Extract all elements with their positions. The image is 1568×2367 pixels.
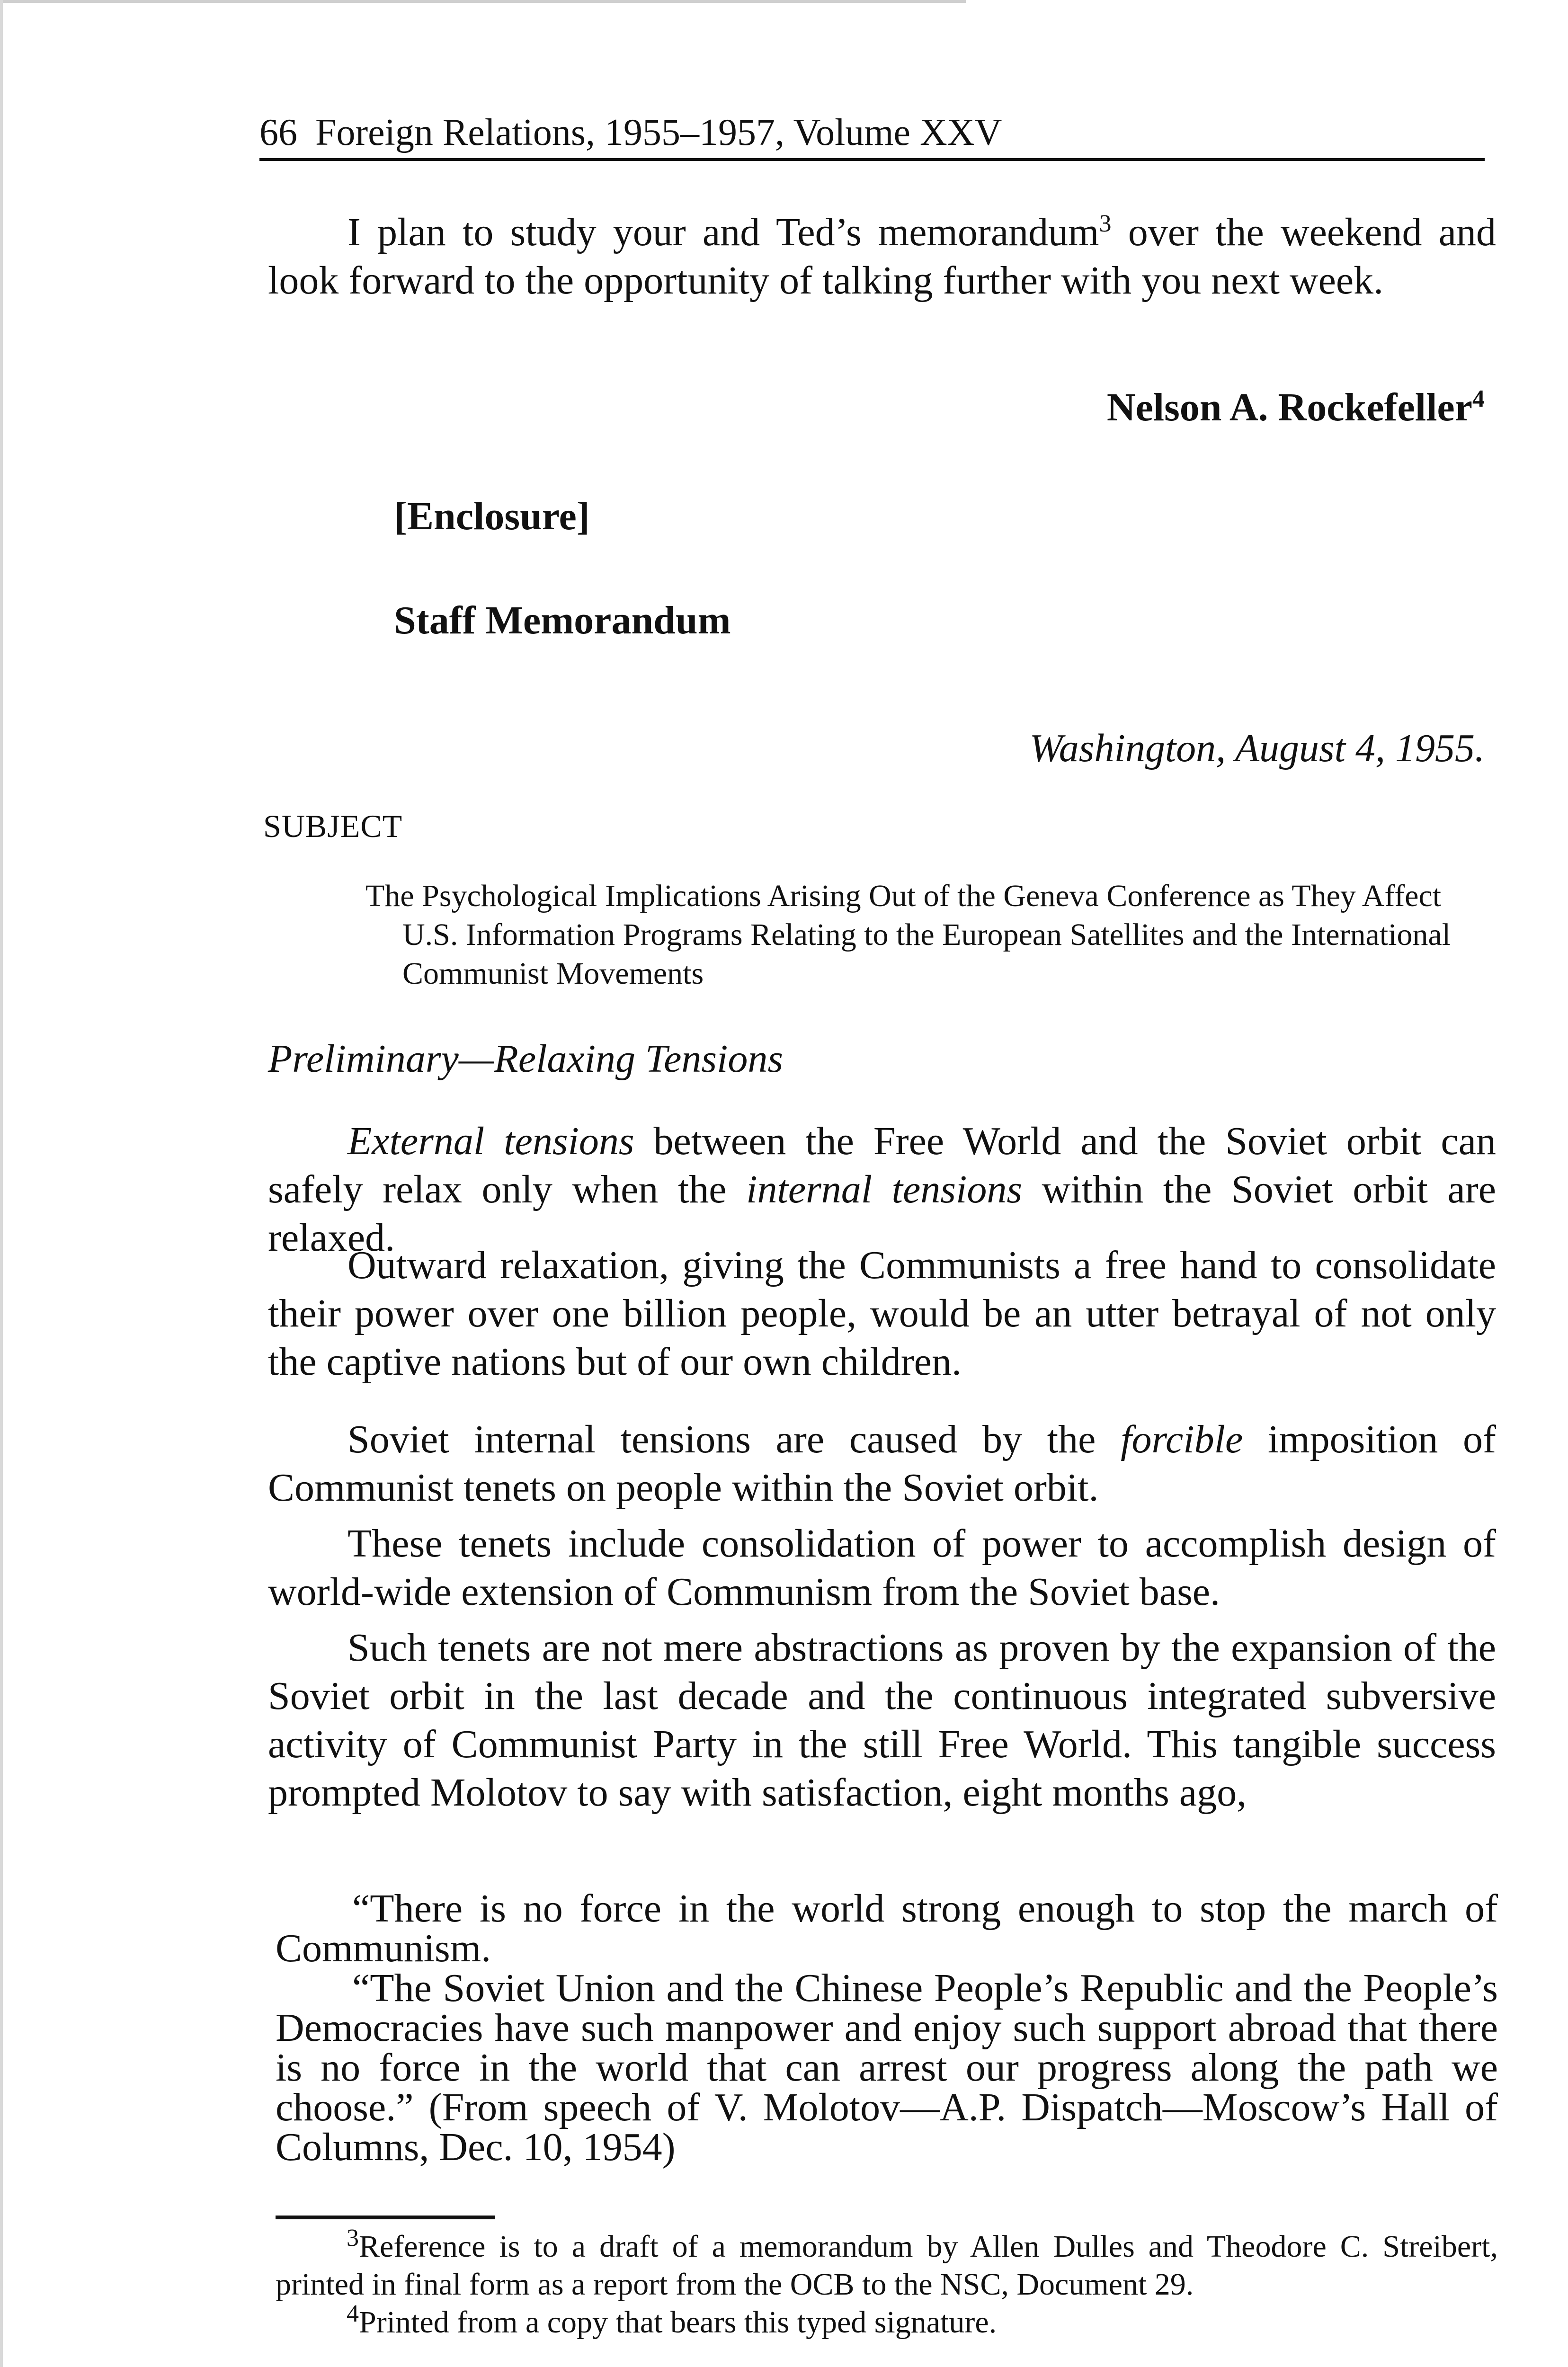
subject-text: The Psychological Implications Arising Out of the Geneva Conference as They Affect U.S. Information Programs Relating to the European Satellites and the International Communist Movements — [365, 879, 1451, 991]
footnote-4-mark: 4 — [347, 2300, 359, 2327]
footnote-3-text: Reference is to a draft of a memorandum by Allen Dulles and Theodore C. Streibert, printed in final form as a report from the OCB to the NSC, Document 29. — [276, 2229, 1498, 2302]
footnote-divider — [276, 2216, 495, 2219]
paragraph-4: These tenets include consolidation of power to accomplish design of world-wide extension of Communism from the Soviet base. — [268, 1522, 1496, 1614]
dateline: Washington, August 4, 1955. — [1029, 726, 1485, 770]
letter-paragraph-rest: over the weekend and look forward to the opportunity of talking further with you next week. — [268, 210, 1496, 303]
letter-paragraph-text: I plan to study your and Ted’s memorandum — [347, 210, 1099, 254]
signature — [1107, 383, 1485, 432]
paragraph-1 — [268, 1117, 1496, 1262]
scan-edge-top — [0, 0, 966, 3]
footnote-3-mark: 3 — [347, 2225, 359, 2251]
paragraph-3 — [268, 1415, 1496, 1512]
quotation-2: “The Soviet Union and the Chinese People’s Republic and the People’s Democracies have such manpower and enjoy such support abroad that there is no force in the world that can arrest our progress along the path we choose.” (From speech of V. Molotov—A.P. Dispatch—Moscow’s Hall of Columns, Dec. 10, 1954) — [276, 1966, 1498, 2169]
footnote-ref-3: 3 — [1099, 210, 1112, 237]
paragraph-3-emphasis: forcible — [1121, 1417, 1243, 1461]
memo-title: Staff Memorandum — [394, 598, 731, 642]
running-header — [259, 107, 1485, 161]
footnote-4-text: Printed from a copy that bears this typed signature. — [359, 2305, 997, 2340]
section-heading: Preliminary—Relaxing Tensions — [268, 1037, 784, 1081]
scan-edge-left — [0, 0, 3, 2367]
running-title: Foreign Relations, 1955–1957, Volume XXV — [315, 112, 1002, 153]
enclosure-label: [Enclosure] — [394, 494, 590, 538]
paragraph-1-text-a: between the Free World and the Soviet orbit can safely relax only when the — [268, 1119, 1496, 1211]
paragraph-3-text-a: Soviet internal tensions are caused by the — [347, 1417, 1121, 1461]
signature-name: Nelson A. Rockefeller — [1106, 385, 1472, 429]
footnote-3 — [276, 2225, 1498, 2304]
quotation-1: “There is no force in the world strong enough to stop the march of Communism. — [276, 1886, 1498, 1970]
footnote-4 — [276, 2300, 1498, 2341]
paragraph-1-emphasis-1: External tensions — [347, 1119, 634, 1163]
letter-paragraph — [268, 208, 1496, 305]
footnote-ref-4: 4 — [1472, 385, 1485, 412]
paragraph-5: Such tenets are not mere abstractions as proven by the expansion of the Soviet orbit in the last decade and the continuous integrated subversive activity of Communist Party in the still Free World. This tangible success prompted Molotov to say with satisfaction, eight months ago, — [268, 1626, 1496, 1815]
paragraph-2: Outward relaxation, giving the Communists a free hand to consolidate their power over one billion people, would be an utter betrayal of not only the captive nations but of our own children. — [268, 1243, 1496, 1384]
subject-label: SUBJECT — [263, 808, 403, 844]
paragraph-1-text-b: within the Soviet orbit are relaxed. — [268, 1167, 1496, 1260]
paragraph-1-emphasis-2: internal tensions — [746, 1167, 1023, 1211]
page-number: 66 — [259, 112, 297, 153]
paragraph-3-text-b: imposition of Communist tenets on people within the Soviet orbit. — [268, 1417, 1496, 1510]
